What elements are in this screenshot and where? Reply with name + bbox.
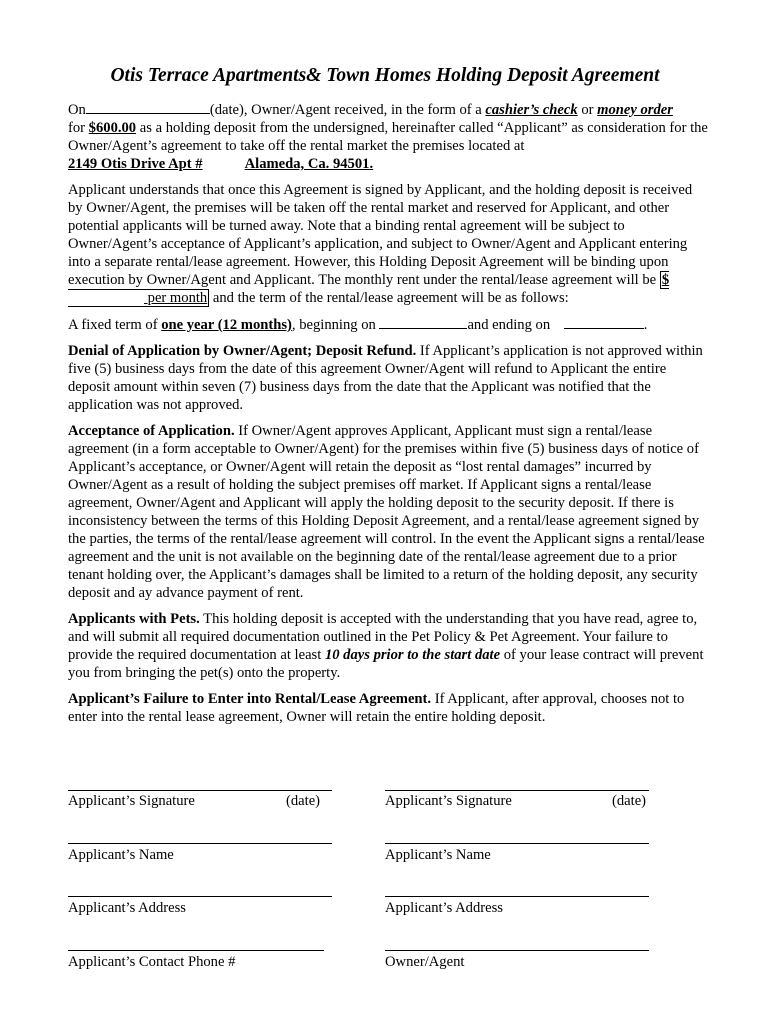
failure-heading: Applicant’s Failure to Enter into Rental/Lease Agreement. (68, 691, 432, 707)
per-month-text: per month (144, 290, 208, 306)
left-signature-label: Applicant’s Signature (68, 793, 195, 809)
beginning-date-blank[interactable] (379, 315, 467, 329)
for-text: for (68, 120, 89, 136)
pets-heading: Applicants with Pets. (68, 611, 200, 627)
cashiers-check-text: cashier’s check (485, 102, 578, 118)
right-address-label: Applicant’s Address (385, 900, 503, 916)
address-city: Alameda, Ca. 94501. (244, 156, 374, 172)
denial-paragraph (68, 342, 708, 414)
failure-paragraph (68, 690, 708, 726)
term-prefix: A fixed term of (68, 317, 162, 333)
rent-dollar-sign: $ (661, 272, 670, 288)
term-length: one year (12 months) (161, 317, 292, 333)
pets-emphasis: 10 days prior to the start date (324, 647, 501, 663)
pets-tail: of your lease contract will prevent you from bringing the pet(s) onto the property. (68, 647, 704, 681)
beginning-label: , beginning on (291, 317, 380, 333)
understands-tail: and the term of the rental/lease agreement will be as follows: (209, 290, 569, 306)
agreement-body (68, 100, 708, 734)
understands-text: Applicant understands that once this Agreement is signed by Applicant, and the holding deposit is received by Owner/Agent, the premises will be taken off the rental market and reserved for Applicant, and other potential applicants will be turned away. Note that a binding rental agreement will be subject to Owner/Agent’s acceptance of Applicant’s application, and subject to Owner/Agent and Applicant entering into a separate rental/lease agreement. However, this Holding Deposit Agreement will be binding upon execution by Owner/Agent and Applicant. The monthly rent under the rental/lease agreement will be (68, 182, 693, 288)
ending-label: and ending on (467, 317, 554, 333)
intro-paragraph (68, 100, 708, 173)
date-blank[interactable] (86, 100, 210, 114)
money-order-text: money order (597, 102, 673, 118)
acceptance-paragraph (68, 422, 708, 602)
denial-text: If Applicant’s application is not approved within five (5) business days from the date of this agreement Owner/Agent will refund to Applicant the entire deposit amount within seven (7) business days from the date that the Applicant was notified that the application was not approved. (68, 343, 703, 413)
ending-date-blank[interactable] (564, 315, 644, 329)
right-signature-line[interactable] (385, 790, 649, 791)
left-signature-line[interactable] (68, 790, 332, 791)
left-address-line[interactable] (68, 896, 332, 897)
owner-agent-line[interactable] (385, 950, 649, 951)
right-name-label: Applicant’s Name (385, 847, 491, 863)
term-paragraph (68, 315, 708, 334)
term-period: . (643, 317, 648, 333)
pets-text: This holding deposit is accepted with the understanding that you have read, agree to, and will submit all required documentation outlined in the Pet Policy & Pet Agreement. Your failure to provide the required documentation at least (68, 611, 698, 663)
left-date-label: (date) (286, 793, 321, 809)
right-date-label: (date) (612, 793, 647, 809)
left-name-line[interactable] (68, 843, 332, 844)
pets-paragraph (68, 610, 708, 682)
acceptance-text: If Owner/Agent approves Applicant, Applicant must sign a rental/lease agreement (in a form acceptable to Owner/Agent) for the premises within five (5) business days of notice of Applicant’s acceptance, or Owner/Agent will retain the deposit as “lost rental damages” incurred by Owner/Agent as a result of holding the subject premises off market. If Applicant signs a rental/lease agreement, Owner/Agent and Applicant will apply the holding deposit to the security deposit. If there is inconsistency between the terms of this Holding Deposit Agreement, and a rental/lease agreement signed by the parties, the terms of the rental/lease agreement will control. In the event the Applicant signs a rental/lease agreement and the unit is not available on the beginning date of the rental/lease agreement due to a prior tenant holding over, the Applicant’s damages shall be limited to a return of the holding deposit, any security deposit and ay advance payment of rent. (68, 423, 705, 601)
owner-agent-label: Owner/Agent (385, 954, 465, 970)
address-street: 2149 Otis Drive Apt # (68, 156, 203, 172)
deposit-amount: $600.00 (88, 120, 137, 136)
right-signature-label: Applicant’s Signature (385, 793, 512, 809)
or-text: or (577, 102, 598, 118)
date-label: (date), Owner/Agent received, in the form of a (209, 102, 486, 118)
document-title: Otis Terrace Apartments& Town Homes Holding Deposit Agreement (110, 65, 660, 86)
right-address-line[interactable] (385, 896, 649, 897)
right-name-line[interactable] (385, 843, 649, 844)
consideration-text: as a holding deposit from the undersigned, hereinafter called “Applicant” as consideration for the Owner/Agent’s agreement to take off the rental market the premises located at (68, 120, 708, 154)
acceptance-heading: Acceptance of Application. (68, 423, 235, 439)
left-name-label: Applicant’s Name (68, 847, 174, 863)
left-phone-label: Applicant’s Contact Phone # (68, 954, 236, 970)
premises-address (68, 156, 373, 172)
on-label: On (68, 102, 86, 118)
denial-heading: Denial of Application by Owner/Agent; Deposit Refund. (68, 343, 417, 359)
left-address-label: Applicant’s Address (68, 900, 186, 916)
left-phone-line[interactable] (68, 950, 324, 951)
failure-text: If Applicant, after approval, chooses not to enter into the rental lease agreement, Owner will retain the entire holding deposit. (68, 691, 685, 725)
understands-paragraph (68, 181, 708, 307)
